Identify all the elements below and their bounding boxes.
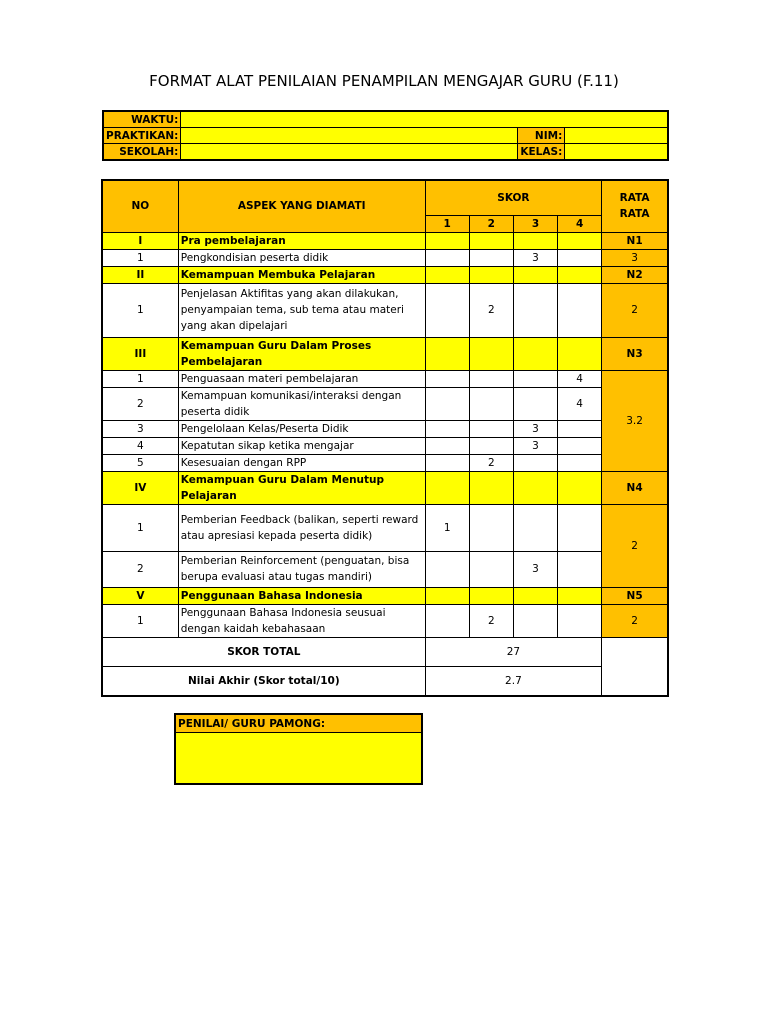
header-aspek: ASPEK YANG DIAMATI: [178, 180, 425, 232]
item-row: [102, 551, 668, 587]
item-no: 3: [102, 420, 178, 437]
item-score: 2: [469, 283, 513, 337]
item-text: Penggunaan Bahasa Indonesia seusuai dengan kaidah kebahasaan: [178, 604, 425, 637]
item-text: Kemampuan komunikasi/interaksi dengan peserta didik: [178, 387, 425, 420]
item-text: Pengelolaan Kelas/Peserta Didik: [178, 420, 425, 437]
item-score: 2: [469, 604, 513, 637]
header-score-1: 1: [425, 215, 469, 232]
nim-field[interactable]: [565, 128, 668, 144]
section-code: N3: [602, 337, 668, 370]
evaluator-signature-field[interactable]: [175, 733, 422, 785]
praktikan-row: [103, 128, 668, 144]
item-average: 3.2: [602, 370, 668, 471]
section-code: N4: [602, 471, 668, 504]
waktu-field[interactable]: [181, 111, 668, 128]
item-score: 3: [513, 551, 557, 587]
item-average: 2: [602, 604, 668, 637]
section-code: N2: [602, 266, 668, 283]
assessment-table: [101, 179, 669, 697]
header-score-4: 4: [558, 215, 602, 232]
header-score-2: 2: [469, 215, 513, 232]
item-no: 5: [102, 454, 178, 471]
item-score: 4: [558, 387, 602, 420]
item-row: [102, 387, 668, 420]
praktikan-label: PRAKTIKAN:: [103, 128, 181, 144]
sekolah-row: [103, 144, 668, 161]
section-no: II: [102, 266, 178, 283]
item-score: 2: [469, 454, 513, 471]
item-score: 4: [558, 370, 602, 387]
section-row: [102, 471, 668, 504]
praktikan-field[interactable]: [181, 128, 518, 144]
skor-total-value: 27: [425, 637, 602, 666]
item-text: Pemberian Reinforcement (penguatan, bisa berupa evaluasi atau tugas mandiri): [178, 551, 425, 587]
section-no: I: [102, 232, 178, 249]
section-row: [102, 337, 668, 370]
item-row: [102, 283, 668, 337]
section-no: IV: [102, 471, 178, 504]
item-score: 1: [425, 504, 469, 551]
nim-label: NIM:: [518, 128, 565, 144]
section-label: Kemampuan Membuka Pelajaran: [178, 266, 425, 283]
header-rata: RATA RATA: [602, 180, 668, 232]
item-row: [102, 420, 668, 437]
section-code: N1: [602, 232, 668, 249]
item-text: Kepatutan sikap ketika mengajar: [178, 437, 425, 454]
nilai-akhir-label: Nilai Akhir (Skor total/10): [102, 666, 425, 696]
item-no: 1: [102, 283, 178, 337]
item-no: 1: [102, 604, 178, 637]
evaluator-box: [174, 713, 423, 785]
item-no: 2: [102, 387, 178, 420]
header-no: NO: [102, 180, 178, 232]
page-title: FORMAT ALAT PENILAIAN PENAMPILAN MENGAJAR GURU (F.11): [149, 72, 619, 90]
item-no: 2: [102, 551, 178, 587]
header-score-3: 3: [513, 215, 557, 232]
section-label: Pra pembelajaran: [178, 232, 425, 249]
item-average: 2: [602, 283, 668, 337]
item-row: [102, 249, 668, 266]
skor-total-row: [102, 637, 668, 666]
item-score: 3: [513, 437, 557, 454]
item-row: [102, 504, 668, 551]
section-no: V: [102, 587, 178, 604]
item-text: Penjelasan Aktifitas yang akan dilakukan, penyampaian tema, sub tema atau materi yang akan dipelajari: [178, 283, 425, 337]
item-text: Kesesuaian dengan RPP: [178, 454, 425, 471]
section-no: III: [102, 337, 178, 370]
kelas-field[interactable]: [565, 144, 668, 161]
item-no: 1: [102, 249, 178, 266]
skor-total-label: SKOR TOTAL: [102, 637, 425, 666]
header-row-1: [102, 180, 668, 215]
header-skor: SKOR: [425, 180, 602, 215]
item-text: Penguasaan materi pembelajaran: [178, 370, 425, 387]
kelas-label: KELAS:: [518, 144, 565, 161]
sekolah-label: SEKOLAH:: [103, 144, 181, 161]
item-average: 2: [602, 504, 668, 587]
section-label: Kemampuan Guru Dalam Proses Pembelajaran: [178, 337, 425, 370]
section-code: N5: [602, 587, 668, 604]
item-row: [102, 437, 668, 454]
item-no: 1: [102, 370, 178, 387]
item-row: [102, 370, 668, 387]
item-row: [102, 454, 668, 471]
item-text: Pemberian Feedback (balikan, seperti reward atau apresiasi kepada peserta didik): [178, 504, 425, 551]
waktu-row: [103, 111, 668, 128]
item-row: [102, 604, 668, 637]
waktu-label: WAKTU:: [103, 111, 181, 128]
info-table: [102, 110, 669, 161]
nilai-akhir-value: 2.7: [425, 666, 602, 696]
section-label: Penggunaan Bahasa Indonesia: [178, 587, 425, 604]
section-row: [102, 266, 668, 283]
item-average: 3: [602, 249, 668, 266]
section-row: [102, 587, 668, 604]
item-no: 4: [102, 437, 178, 454]
sekolah-field[interactable]: [181, 144, 518, 161]
item-text: Pengkondisian peserta didik: [178, 249, 425, 266]
item-score: 3: [513, 420, 557, 437]
item-no: 1: [102, 504, 178, 551]
item-score: 3: [513, 249, 557, 266]
section-row: [102, 232, 668, 249]
evaluator-label: PENILAI/ GURU PAMONG:: [175, 714, 422, 733]
section-label: Kemampuan Guru Dalam Menutup Pelajaran: [178, 471, 425, 504]
nilai-akhir-row: [102, 666, 668, 696]
